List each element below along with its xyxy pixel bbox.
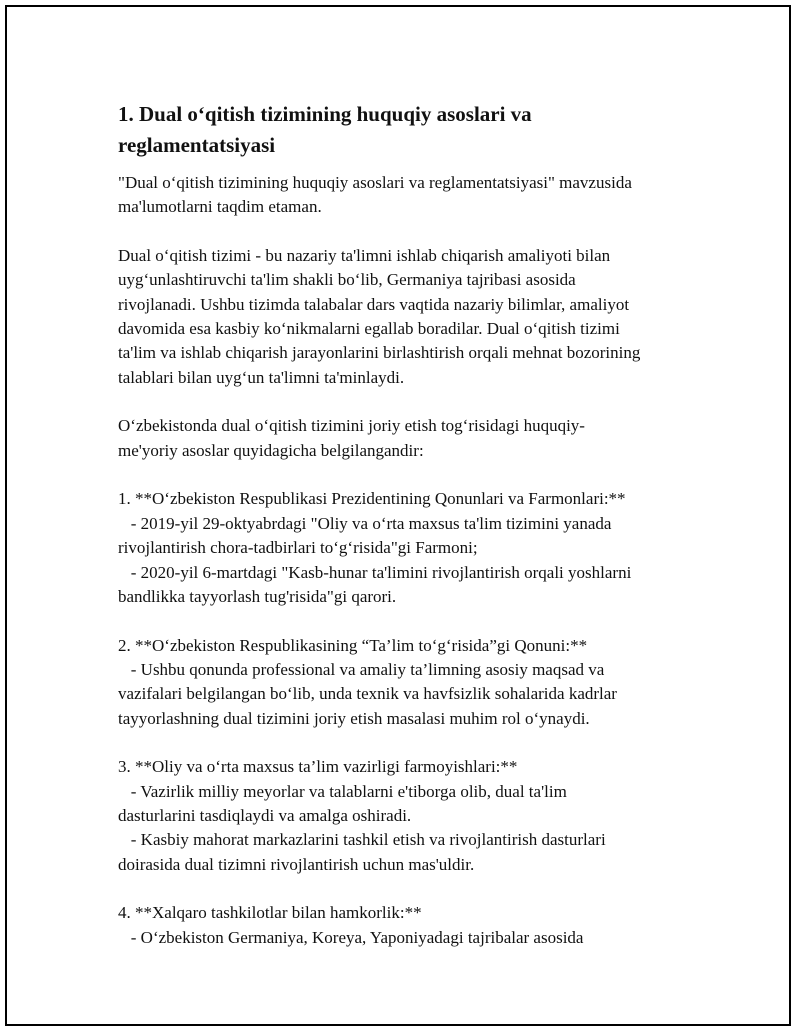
text-line: 4. **Xalqaro tashkilotlar bilan hamkorlik:**	[118, 903, 422, 923]
text-line: davomida esa kasbiy ko‘nikmalarni egallab boradilar. Dual o‘qitish tizimi	[118, 319, 620, 339]
text-line: - Kasbiy mahorat markazlarini tashkil etish va rivojlantirish dasturlari	[118, 830, 606, 850]
list-item-international-cooperation	[118, 901, 698, 950]
text-line: - 2019-yil 29-oktyabrdagi "Oliy va o‘rta maxsus ta'lim tizimini yanada	[118, 513, 612, 533]
document-page	[5, 5, 791, 1026]
text-line: ta'lim va ishlab chiqarish jarayonlarini birlashtirish orqali mehnat bozorining	[118, 343, 641, 363]
text-line: vazifalari belgilangan bo‘lib, unda texnik va havfsizlik sohalarida kadrlar	[118, 684, 617, 704]
text-line: talablari bilan uyg‘un ta'limni ta'minlaydi.	[118, 367, 405, 387]
paragraph-intro	[118, 171, 698, 220]
paragraph-definition	[118, 244, 698, 390]
text-line: 2. **O‘zbekiston Respublikasining “Ta’lim to‘g‘risida”gi Qonuni:**	[118, 635, 588, 655]
text-line: 1. **O‘zbekiston Respublikasi Prezidentining Qonunlari va Farmonlari:**	[118, 489, 626, 509]
heading-line-2: reglamentatsiyasi	[118, 133, 276, 157]
document-content	[118, 99, 698, 950]
heading-line-1: 1. Dual o‘qitish tizimining huquqiy asoslari va	[118, 102, 532, 126]
text-line: bandlikka tayyorlash tug'risida"gi qarori.	[118, 586, 397, 606]
text-line: "Dual o‘qitish tizimining huquqiy asoslari va reglamentatsiyasi" mavzusida	[118, 173, 632, 192]
text-line: tayyorlashning dual tizimini joriy etish masalasi muhim rol o‘ynaydi.	[118, 708, 590, 728]
list-item-ministry-orders	[118, 755, 698, 877]
section-heading	[118, 99, 698, 161]
list-item-presidential-decrees	[118, 487, 698, 609]
text-line: O‘zbekistonda dual o‘qitish tizimini joriy etish tog‘risidagi huquqiy-	[118, 416, 585, 436]
text-line: dasturlarini tasdiqlaydi va amalga oshiradi.	[118, 805, 412, 825]
text-line: - Ushbu qonunda professional va amaliy ta’limning asosiy maqsad va	[118, 659, 605, 679]
text-line: rivojlantirish chora-tadbirlari to‘g‘risida"gi Farmoni;	[118, 538, 478, 558]
text-line: - 2020-yil 6-martdagi "Kasb-hunar ta'limini rivojlantirish orqali yoshlarni	[118, 562, 632, 582]
text-line: ma'lumotlarni taqdim etaman.	[118, 197, 322, 217]
list-item-education-law	[118, 634, 698, 731]
text-line: Dual o‘qitish tizimi - bu nazariy ta'limni ishlab chiqarish amaliyoti bilan	[118, 246, 611, 266]
text-line: uyg‘unlashtiruvchi ta'lim shakli bo‘lib, Germaniya tajribasi asosida	[118, 270, 576, 290]
text-line: rivojlanadi. Ushbu tizimda talabalar dars vaqtida nazariy bilimlar, amaliyot	[118, 294, 630, 314]
text-line: - Vazirlik milliy meyorlar va talablarni e'tiborga olib, dual ta'lim	[118, 781, 567, 801]
text-line: me'yoriy asoslar quyidagicha belgilangandir:	[118, 440, 424, 460]
paragraph-legal-basis	[118, 414, 698, 463]
text-line: - O‘zbekiston Germaniya, Koreya, Yaponiyadagi tajribalar asosida	[118, 927, 584, 947]
text-line: 3. **Oliy va o‘rta maxsus ta’lim vazirligi farmoyishlari:**	[118, 757, 518, 777]
text-line: doirasida dual tizimni rivojlantirish uchun mas'uldir.	[118, 854, 475, 874]
